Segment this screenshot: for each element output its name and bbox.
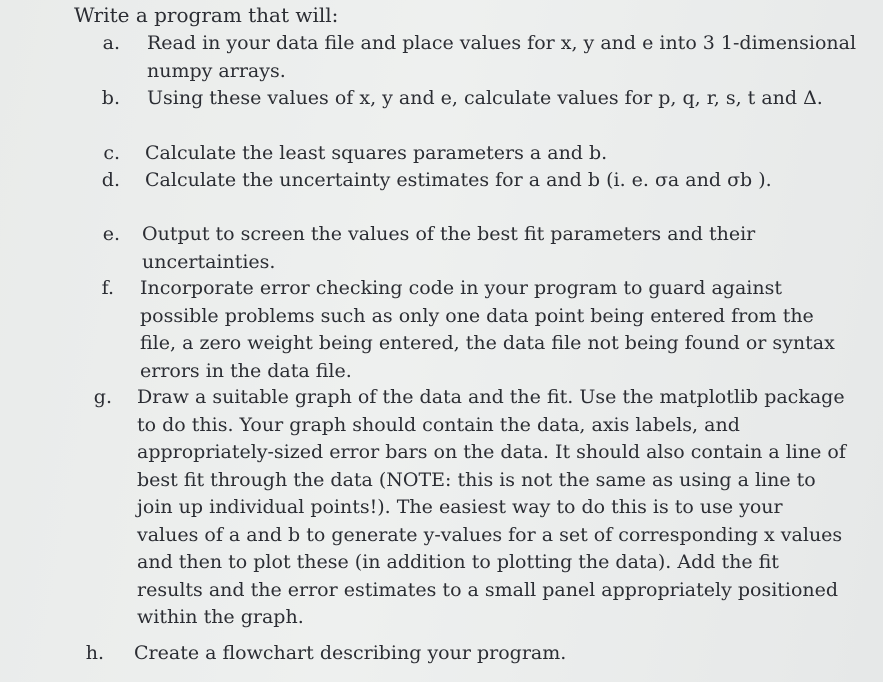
item-line: results and the error estimates to a small panel appropriately positioned (137, 578, 839, 601)
item-text (140, 275, 835, 385)
item-line: Calculate the uncertainty estimates for a and b (i. e. σa and σb ). (145, 169, 772, 191)
item-line: Create a flowchart describing your program. (134, 642, 567, 664)
item-line: within the graph. (137, 606, 304, 628)
item-line: Output to screen the values of the best fit parameters and their (142, 223, 756, 245)
item-marker: h. (85, 642, 104, 664)
item-line: Draw a suitable graph of the data and the fit. Use the matplotlib package (137, 386, 845, 408)
item-marker: f. (101, 277, 114, 299)
item-marker: b. (101, 87, 120, 109)
item-line: join up individual points!). The easiest way to do this is to use your (137, 496, 783, 518)
item-marker: d. (101, 169, 120, 191)
item-line: Read in your data file and place values for x, y and e into 3 1-dimensional (147, 32, 857, 54)
item-marker: g. (93, 386, 112, 408)
item-text (147, 85, 823, 113)
item-line: best fit through the data (NOTE: this is not the same as using a line to (137, 468, 816, 491)
item-line: appropriately-sized error bars on the data. It should also contain a line of (137, 441, 846, 463)
item-text (142, 221, 755, 276)
item-marker: c. (103, 142, 120, 164)
item-line: uncertainties. (142, 250, 276, 273)
item-line: and then to plot these (in addition to plotting the data). Add the fit (137, 551, 779, 573)
page-heading: Write a program that will: (74, 3, 339, 27)
item-marker: e. (102, 223, 120, 245)
item-line: to do this. Your graph should contain the data, axis labels, and (137, 413, 740, 436)
item-line: values of a and b to generate y-values for a set of corresponding x values (137, 523, 843, 546)
item-line: Using these values of x, y and e, calculate values for p, q, r, s, t and Δ. (147, 87, 823, 109)
item-line: errors in the data file. (140, 359, 352, 382)
item-text (137, 384, 846, 632)
item-line: Calculate the least squares parameters a and b. (145, 142, 608, 164)
item-text (147, 30, 856, 85)
item-line: possible problems such as only one data point being entered from the (140, 304, 814, 327)
item-text (134, 640, 566, 668)
item-line: Incorporate error checking code in your program to guard against (140, 277, 782, 299)
item-line: numpy arrays. (147, 59, 286, 82)
item-line: file, a zero weight being entered, the data file not being found or syntax (140, 332, 835, 354)
item-text (145, 167, 772, 195)
item-text (145, 140, 607, 168)
item-marker: a. (102, 32, 120, 54)
